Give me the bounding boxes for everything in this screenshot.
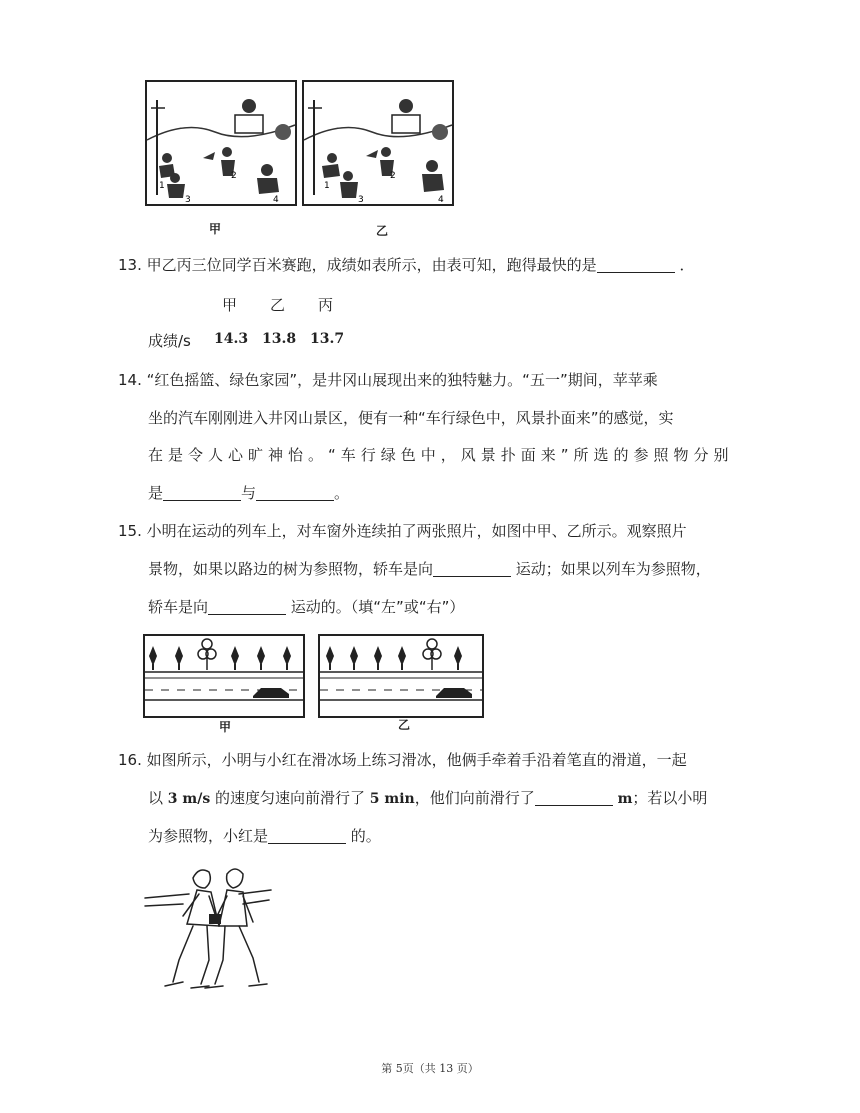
question-text-line3b: 运动的。（填“左”或“右”） [286, 598, 465, 616]
question-text-line3a: 为参照物，小红是 [148, 827, 269, 845]
question-text-line1: 小明在运动的列车上，对车窗外连续拍了两张照片，如图中甲、乙所示。观察照片 [146, 522, 687, 540]
race-photo-right [302, 80, 454, 206]
question-text-line3: 在是令人心旷神怡。“车行绿色中，风景扑面来”所选的参照物分别 [148, 446, 734, 464]
answer-blank[interactable] [597, 256, 675, 273]
speed-value: 3 m/s [167, 791, 211, 807]
svg-text:2: 2 [390, 171, 396, 181]
question-number: 13. [118, 256, 142, 274]
question-end: ． [679, 256, 695, 274]
svg-text:3: 3 [358, 195, 364, 205]
answer-blank-1[interactable] [535, 789, 613, 806]
answer-blank-2[interactable] [208, 598, 286, 615]
answer-blank-2[interactable] [256, 484, 334, 501]
question-text-line3b: 的。 [346, 827, 381, 845]
svg-text:3: 3 [185, 195, 191, 205]
question-text-line1: “红色摇篮、绿色家园”，是井冈山展现出来的独特魅力。“五一”期间，苹苹乘 [146, 371, 658, 389]
question-text-line2a: 景物，如果以路边的树为参照物，轿车是向 [148, 560, 434, 578]
table-cell-3: 13.7 [310, 331, 345, 347]
question-text-line1: 如图所示，小明与小红在滑冰场上练习滑冰，他俩手牵着手沿着笔直的滑道，一起 [146, 751, 687, 769]
question-text-line4b: 与 [241, 484, 257, 502]
question-text: 甲乙丙三位同学百米赛跑，成绩如表所示，由表可知，跑得最快的是 [146, 256, 597, 274]
question-number: 16. [118, 751, 142, 769]
race-label-right: 乙 [375, 224, 388, 238]
question-text-line2c: ，他们向前滑行了 [414, 789, 535, 807]
train-photo-left [143, 634, 305, 718]
skaters-figure [143, 864, 273, 996]
answer-blank-1[interactable] [433, 560, 511, 577]
answer-blank-1[interactable] [163, 484, 241, 501]
race-label-left: 甲 [208, 222, 221, 236]
question-text-line2d: ；若以小明 [632, 789, 708, 807]
svg-text:1: 1 [159, 181, 165, 191]
question-text-line2: 坐的汽车刚刚进入井冈山景区，便有一种“车行绿色中，风景扑面来”的感觉，实 [148, 409, 674, 427]
table-cell-1: 14.3 [214, 331, 249, 347]
page-footer: 第 5页（共 13 页） [381, 1062, 479, 1075]
answer-blank-2[interactable] [268, 827, 346, 844]
question-text-line4a: 是 [148, 484, 164, 502]
unit-m: m [612, 791, 633, 807]
question-13 [118, 254, 694, 276]
svg-text:4: 4 [273, 195, 279, 205]
race-photo-left [145, 80, 297, 206]
train-label-right: 乙 [397, 718, 410, 732]
question-number: 15. [118, 522, 142, 540]
svg-text:1: 1 [324, 181, 330, 191]
question-text-line2a: 以 [148, 789, 168, 807]
table-header-2: 乙 [270, 296, 286, 314]
train-photo-right [318, 634, 484, 718]
table-header-3: 丙 [318, 296, 334, 314]
question-number: 14. [118, 371, 142, 389]
table-row-label: 成绩/s [148, 332, 191, 350]
question-text-line3a: 轿车是向 [148, 598, 209, 616]
table-cell-2: 13.8 [262, 331, 297, 347]
time-value: 5 min [369, 791, 415, 807]
question-end: 。 [334, 484, 350, 502]
svg-text:2: 2 [231, 171, 237, 181]
question-text-line2b: 的速度匀速向前滑行了 [210, 789, 370, 807]
table-header-1: 甲 [222, 296, 238, 314]
svg-text:4: 4 [438, 195, 444, 205]
question-text-line2b: 运动；如果以列车为参照物， [511, 560, 711, 578]
train-label-left: 甲 [218, 720, 231, 734]
